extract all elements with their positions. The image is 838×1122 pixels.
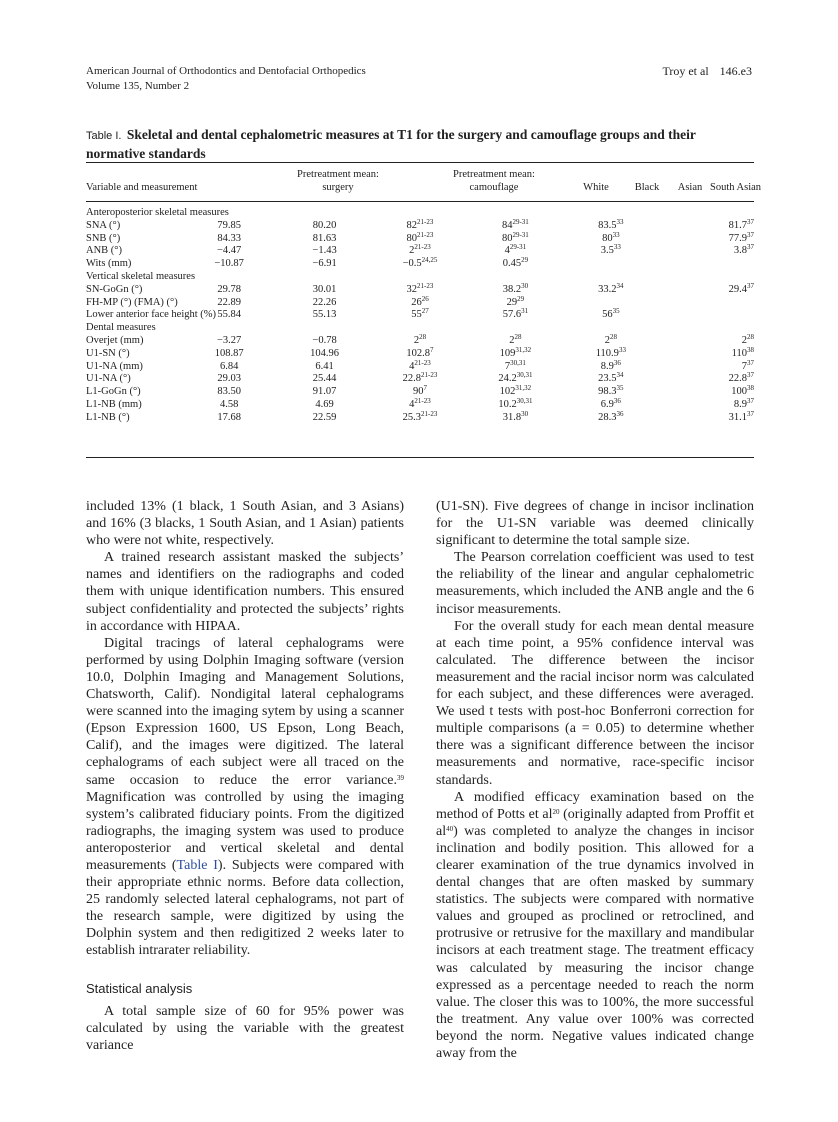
paragraph: A total sample size of 60 for 95% power was calculated by using the variable with the greatest variance (86, 1003, 404, 1053)
paragraph: A modified efficacy examination based on the method of Potts et $al^{20}$ (originally adapted from Proffit et $al^{40}$) was completed to analyze the changes in incisor inclination and bodily position. This allowed for a clearer examination of the true dynamics involved in dental changes that are often masked by summary statistics. The subjects were compared with normative values and grouped as proclined or retroclined, and protrusive or retrusive for the maxillary and mandibular incisors at each treatment stage. The treatment efficacy was calculated by measuring the incisor change expressed as a percentage needed to reach the norm value. The closer this was to 100%, the more successful the treatment. Any value over 100% was corrected beyond the norm. Negative values indicated change away from the (436, 789, 754, 1061)
paragraph: (U1-SN). Five degrees of change in incisor inclination for the U1-SN variable was deemed clinically significant to determine the total sample size. (436, 499, 754, 549)
section-row: Dental measures (86, 322, 156, 334)
paragraph: A trained research assistant masked the subjects’ names and identifiers on the radiographs and coded them with unique identification numbers. This ensured subject confidentiality and protected the subjects’ rights in accordance with HIPAA. (86, 550, 404, 634)
table-body (86, 207, 754, 425)
table-row: Overjet (mm) −3.27 −0.78 $2^{28}$ $2^{28}$ $2^{28}$ $2^{28}$ (86, 332, 754, 346)
citation[interactable]: 20 (552, 807, 560, 816)
paragraph: included 13% (1 black, 1 South Asian, and 3 Asians) and 16% (3 blacks, 1 South Asian, and 1 Asian) patients who were not white, respectively. (86, 499, 404, 549)
col-header-black: Black (634, 182, 660, 193)
table-header (86, 168, 762, 194)
table-caption (86, 126, 754, 162)
table-caption-text: Skeletal and dental cephalometric measures at T1 for the surgery and camouflage groups and their normative standards (86, 127, 696, 161)
section-row: Vertical skeletal measures (86, 270, 196, 282)
table-row: L1-GoGn (°) 83.50 91.07 $90^7$ 102$^{31,32}$ 98.3$^{35}$ $100^{38}$ (86, 384, 754, 398)
table-row: Lower anterior face height (%) 55.84 55.13 $55^{27}$ 57.6$^{31}$ $56^{35}$ (86, 307, 620, 321)
running-header-right (654, 64, 752, 79)
author-short: Troy et al (662, 64, 709, 78)
table-row: FH-MP (°) (FMA) (°) 22.89 22.26 $26^{26}$ $29^{29}$ (86, 294, 525, 308)
paragraph: For the overall study for each mean dental measure at each time point, a 95% confidence interval was calculated. The difference between the incisor measurement and the racial incisor norm was calculated for each subject, and these differences were averaged. We used t tests with post-hoc Bonferroni correction for multiple comparisons (a = 0.05) to determine whether there was a significant difference between the incisor measurements and normative, race-specific incisor standards. (436, 618, 754, 788)
table-row: U1-NA (°) 29.03 25.44 22.8$^{21-23}$ 24.2$^{30,31}$ 23.5$^{34}$ 22.8$^{37}$ (86, 371, 754, 385)
left-column (86, 498, 404, 1054)
citation[interactable]: 40 (446, 824, 454, 833)
col-header-white: White (583, 182, 609, 193)
table-row: SN-GoGn (°) 29.78 30.01 32$^{21-23}$ 38.2$^{30}$ 33.2$^{34}$ 29.4$^{37}$ (86, 281, 754, 295)
table-row: U1-SN (°) 108.87 104.96 102.8$^7$ 109$^{31,32}$ 110.9$^{33}$ $110^{38}$ (86, 345, 754, 359)
table-row: ANB (°) −4.47 −1.43 2$^{21-23}$ 4$^{29-31}$ $3.5^{33}$ $3.8^{37}$ (86, 243, 754, 257)
section-heading: Statistical analysis (86, 980, 193, 996)
running-header-left (86, 64, 366, 94)
table-row: L1-NB (°) 17.68 22.59 25.3$^{21-23}$ 31.8$^{30}$ 28.3$^{36}$ 31.1$^{37}$ (86, 409, 754, 423)
journal-name: American Journal of Orthodontics and Dentofacial Orthopedics (86, 65, 366, 77)
table-row: U1-NA (mm) 6.84 6.41 4$^{21-23}$ 7$^{30,31}$ $8.9^{36}$ $7^{37}$ (86, 358, 754, 372)
table-row: Wits (mm) −10.87 −6.91 $-0.5^{24,25}$ 0.45$^{29}$ (86, 256, 529, 270)
col-header-south-asian: South Asian (710, 182, 762, 193)
paragraph: Digital tracings of lateral cephalograms were performed by using Dolphin Imaging software (version 10.0, Dolphin Imaging and Management Solutions, Chatsworth, Calif). Nondigital lateral cephalograms were scanned into the imaging sytem by using a scanner (Epson Expression 1600, US Epson, Long Beach, Calif), and the images were digitized. The lateral cephalograms of each subject were all traced on the same occasion to reduce the error variance.$^{39}$ Magnification was controlled by using the imaging system’s calibrated fiduciary points. From the digitized radiographs, the imaging system was used to produce anteroposterior and vertical skeletal and dental measurements (Table I). Subjects were compared with their appropriate ethnic norms. Before data collection, 25 randomly selected lateral cephalograms, not part of the research sample, were digitized by using the Dolphin system and then redigitized 2 weeks later to establish intrarater reliability. (86, 635, 404, 959)
table-row: L1-NB (mm) 4.58 4.69 4$^{21-23}$ 10.2$^{30,31}$ $6.9^{36}$ $8.9^{37}$ (86, 396, 754, 410)
page-number: 146.e3 (719, 64, 752, 78)
table-top-rule (86, 162, 754, 163)
table-label: Table I. (86, 130, 122, 142)
table-bottom-rule (86, 457, 754, 458)
table-row: SNB (°) 84.33 81.63 80$^{21-23}$ 80$^{29-31}$ $80^{33}$ 77.9$^{37}$ (86, 230, 754, 244)
table-link[interactable]: Table I (176, 857, 218, 873)
col-header-surgery: Pretreatment mean: surgery (297, 169, 379, 193)
journal-volume: Volume 135, Number 2 (86, 80, 190, 92)
section-row: Anteroposterior skeletal measures (86, 207, 229, 218)
table-header-rule (86, 201, 754, 202)
table-row: SNA (°) 79.85 80.20 82$^{21-23}$ 84$^{29-31}$ 83.5$^{33}$ 81.7$^{37}$ (86, 217, 754, 231)
col-header-asian: Asian (677, 182, 703, 193)
paragraph: The Pearson correlation coefficient was used to test the reliability of the linear and angular cephalometric measurements, which included the ANB angle and the 6 incisor measurements. (436, 550, 754, 617)
right-column (436, 498, 754, 1062)
citation[interactable]: 39 (397, 773, 404, 782)
col-header-variable: Variable and measurement (86, 182, 198, 193)
col-header-camouflage: Pretreatment mean: camouflage (453, 169, 535, 193)
